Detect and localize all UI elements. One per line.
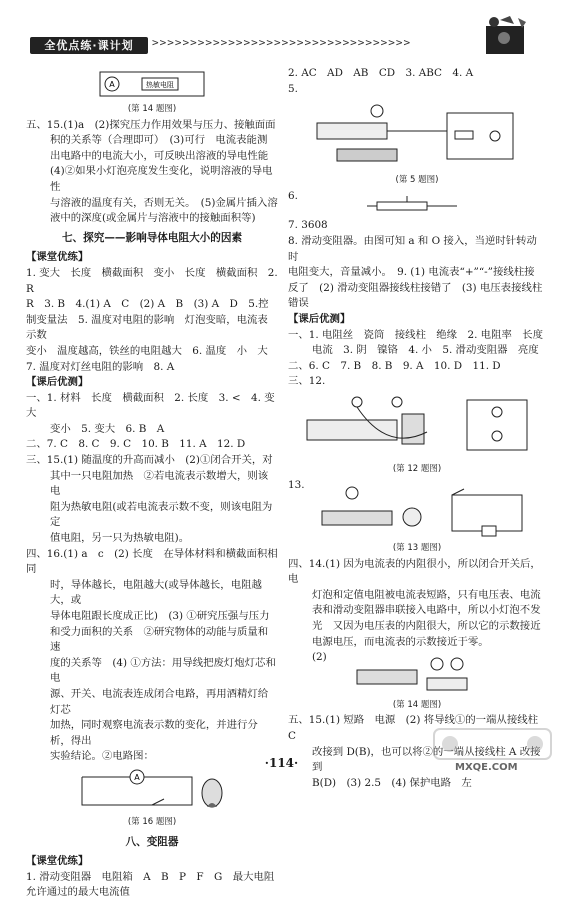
- brand-banner: 全优点练·课计划: [30, 37, 148, 54]
- text-line: 反了 (2) 滑动变阻器接线柱接错了 (3) 电压表接线柱: [288, 281, 543, 294]
- text-line: 二、6. C 7. B 8. B 9. A 10. D 11. D: [288, 359, 501, 372]
- text-line: 5.: [288, 82, 298, 95]
- text-line: 导体电阻跟长度成正比) (3) ①研究压强与压力: [50, 610, 270, 622]
- figure-caption-16: (第 16 题图): [127, 816, 177, 827]
- text-line: 电流 3. 阴 镍铬 4. 小 5. 滑动变阻器 亮度: [312, 344, 539, 357]
- thermistor-circuit-diagram: [92, 68, 212, 100]
- text-line: 错误: [288, 297, 309, 310]
- classroom-practice-heading: 【课堂优练】: [26, 251, 89, 264]
- section-title-7: 七、探究——影响导体电阻大小的因素: [61, 231, 243, 244]
- figure-14-circuit: [337, 652, 497, 696]
- left-column: [26, 66, 278, 901]
- text-line: 变小 温度越高，铁丝的电阻越大 6. 温度 小 大: [26, 344, 268, 357]
- text-line: 源、开关、电流表连成闭合电路，再用酒精灯给灯芯: [50, 687, 269, 716]
- header-arrows: >>>>>>>>>>>>>>>>>>>>>>>>>>>>>>>>>>: [152, 36, 412, 49]
- text-line: 加热，同时观察电流表示数的变化，并进行分析，得出: [50, 719, 258, 747]
- text-line: 一、1. 材料 长度 横截面积 2. 长度 3. < 4. 变大: [26, 391, 275, 420]
- text-line: 制变量法 5. 温度对电阻的影响 灯泡变暗，电流表示数: [26, 313, 268, 342]
- page-number: ·114·: [264, 756, 299, 770]
- text-line: 四、14.(1) 因为电流表的内阻很小，所以闭合开关后，电: [288, 557, 541, 586]
- text-line: 光 又因为电压表的内阻很大，所以它的示数接近: [312, 620, 541, 633]
- svg-text:A: A: [134, 772, 140, 782]
- thermistor-label: 热敏电阻: [146, 81, 174, 89]
- section-title-8: 八、变阻器: [125, 835, 179, 848]
- text-line: 液中的深度(或金属片与溶液中的接触面积等): [50, 212, 256, 225]
- cartoon-decoration-icon: [480, 14, 528, 56]
- text-line: 度的关系等 (4) ①方法：用导线把废灯炮灯芯和电: [50, 656, 276, 685]
- classroom-practice-heading-2: 【课堂优练】: [26, 855, 89, 868]
- text-line: 四、16.(1) a c (2) 长度 在导体材料和横截面积相同: [26, 547, 278, 576]
- text-line: 实验结论。②电路图：: [50, 750, 154, 763]
- after-class-test-heading: 【课后优测】: [26, 376, 89, 389]
- text-line: 值电阻，另一只为热敏电阻)。: [50, 532, 190, 545]
- text-line: 13.: [288, 478, 305, 491]
- watermark-text: MXQE.COM: [455, 762, 518, 773]
- text-line: 五、15.(1)a (2)探究压力作用效果与压力、接触面面: [26, 118, 276, 131]
- text-line: 8. 滑动变阻器。由图可知 a 和 O 接入，当逆时针转动时: [288, 234, 537, 263]
- text-line: 三、12.: [288, 375, 326, 388]
- text-line: 一、1. 电阻丝 瓷筒 接线柱 绝缘 2. 电阻率 长度: [288, 328, 544, 341]
- text-line: R 3. B 4.(1) A C (2) A B (3) A D 5.控: [26, 298, 269, 311]
- text-line: 1. 变大 长度 横截面积 变小 长度 横截面积 2. R: [26, 266, 278, 295]
- text-line: 其中一只电阻加热 ②若电流表示数增大，则该电: [50, 469, 269, 498]
- page-header: [0, 0, 563, 56]
- text-line: 二、7. C 8. C 9. C 10. B 11. A 12. D: [26, 438, 246, 451]
- after-class-test-heading-right: 【课后优测】: [288, 312, 351, 325]
- text-line: 三、15.(1) 随温度的升高而减小 (2)①闭合开关，对: [26, 454, 273, 467]
- text-line: 阻为热敏电阻(或若电流表示数不变，则该电阻为定: [50, 500, 273, 529]
- text-line: (4)②如果小灯泡亮度发生变化，说明溶液的导电性: [50, 165, 273, 193]
- text-line: 6.: [288, 189, 298, 202]
- text-line: 7. 温度对灯丝电阻的影响 8. A: [26, 360, 175, 373]
- text-line: 7. 3608: [288, 219, 328, 232]
- q5-block: [26, 118, 278, 227]
- text-line: 五、15.(1) 短路 电源 (2) 将导线①的一端从接线柱 C: [288, 714, 538, 743]
- text-line: 电阻变大，音量减小。 9. (1) 电流表“+”“-”接线柱接: [288, 266, 535, 279]
- figure-5-circuit: [307, 99, 527, 171]
- figure-13-circuit: [302, 481, 532, 539]
- text-line: 与溶液的温度有关，否则无关。 (5)金属片插入溶: [50, 196, 278, 209]
- text-line: 时，导体越长，电阻越大(或导体越长，电阻越大，或: [50, 578, 262, 607]
- text-line: 出电路中的电流大小，可反映出溶液的导电性能: [50, 149, 269, 162]
- ammeter-symbol: A: [109, 80, 115, 89]
- figure-caption-14-left: (第 14 题图): [127, 104, 177, 114]
- lamp-filament-circuit-diagram: [52, 767, 252, 813]
- text-line: 和受力面积的关系 ②研究物体的动能与质量和速: [50, 625, 269, 654]
- figure-6-rheostat: [357, 194, 477, 216]
- text-line: 2. AC AD AB CD 3. ABC 4. A: [288, 67, 474, 79]
- text-line: 电源电压，而电流表的示数接近于零。: [312, 635, 489, 648]
- figure-caption-13: (第 13 题图): [392, 543, 442, 554]
- figure-caption-5: (第 5 题图): [395, 175, 439, 186]
- text-line: 变小 5. 变大 6. B A: [50, 422, 165, 435]
- text-line: 允许通过的最大电流值: [26, 886, 130, 899]
- figure-caption-12: (第 12 题图): [392, 463, 442, 474]
- text-line: 1. 滑动变阻器 电阻箱 A B P F G 最大电阻: [26, 870, 275, 883]
- figure-12-circuit: [297, 392, 537, 460]
- text-line: 灯泡和定值电阻被电流表短路，只有电压表、电流: [312, 588, 541, 601]
- text-line: (2): [312, 651, 327, 664]
- text-line: 改接到 D(B)，也可以将②的一端从接线柱 A 改接到: [312, 745, 541, 774]
- figure-caption-14-right: (第 14 题图): [392, 699, 442, 710]
- right-column: [288, 66, 546, 791]
- text-line: B(D) (3) 2.5 (4) 保护电路 左: [312, 776, 472, 789]
- text-line: 表和滑动变阻器串联接入电路中，所以小灯泡不发: [312, 604, 541, 617]
- text-line: 积的关系等（合理即可） (3)可行 电流表能测: [50, 134, 268, 147]
